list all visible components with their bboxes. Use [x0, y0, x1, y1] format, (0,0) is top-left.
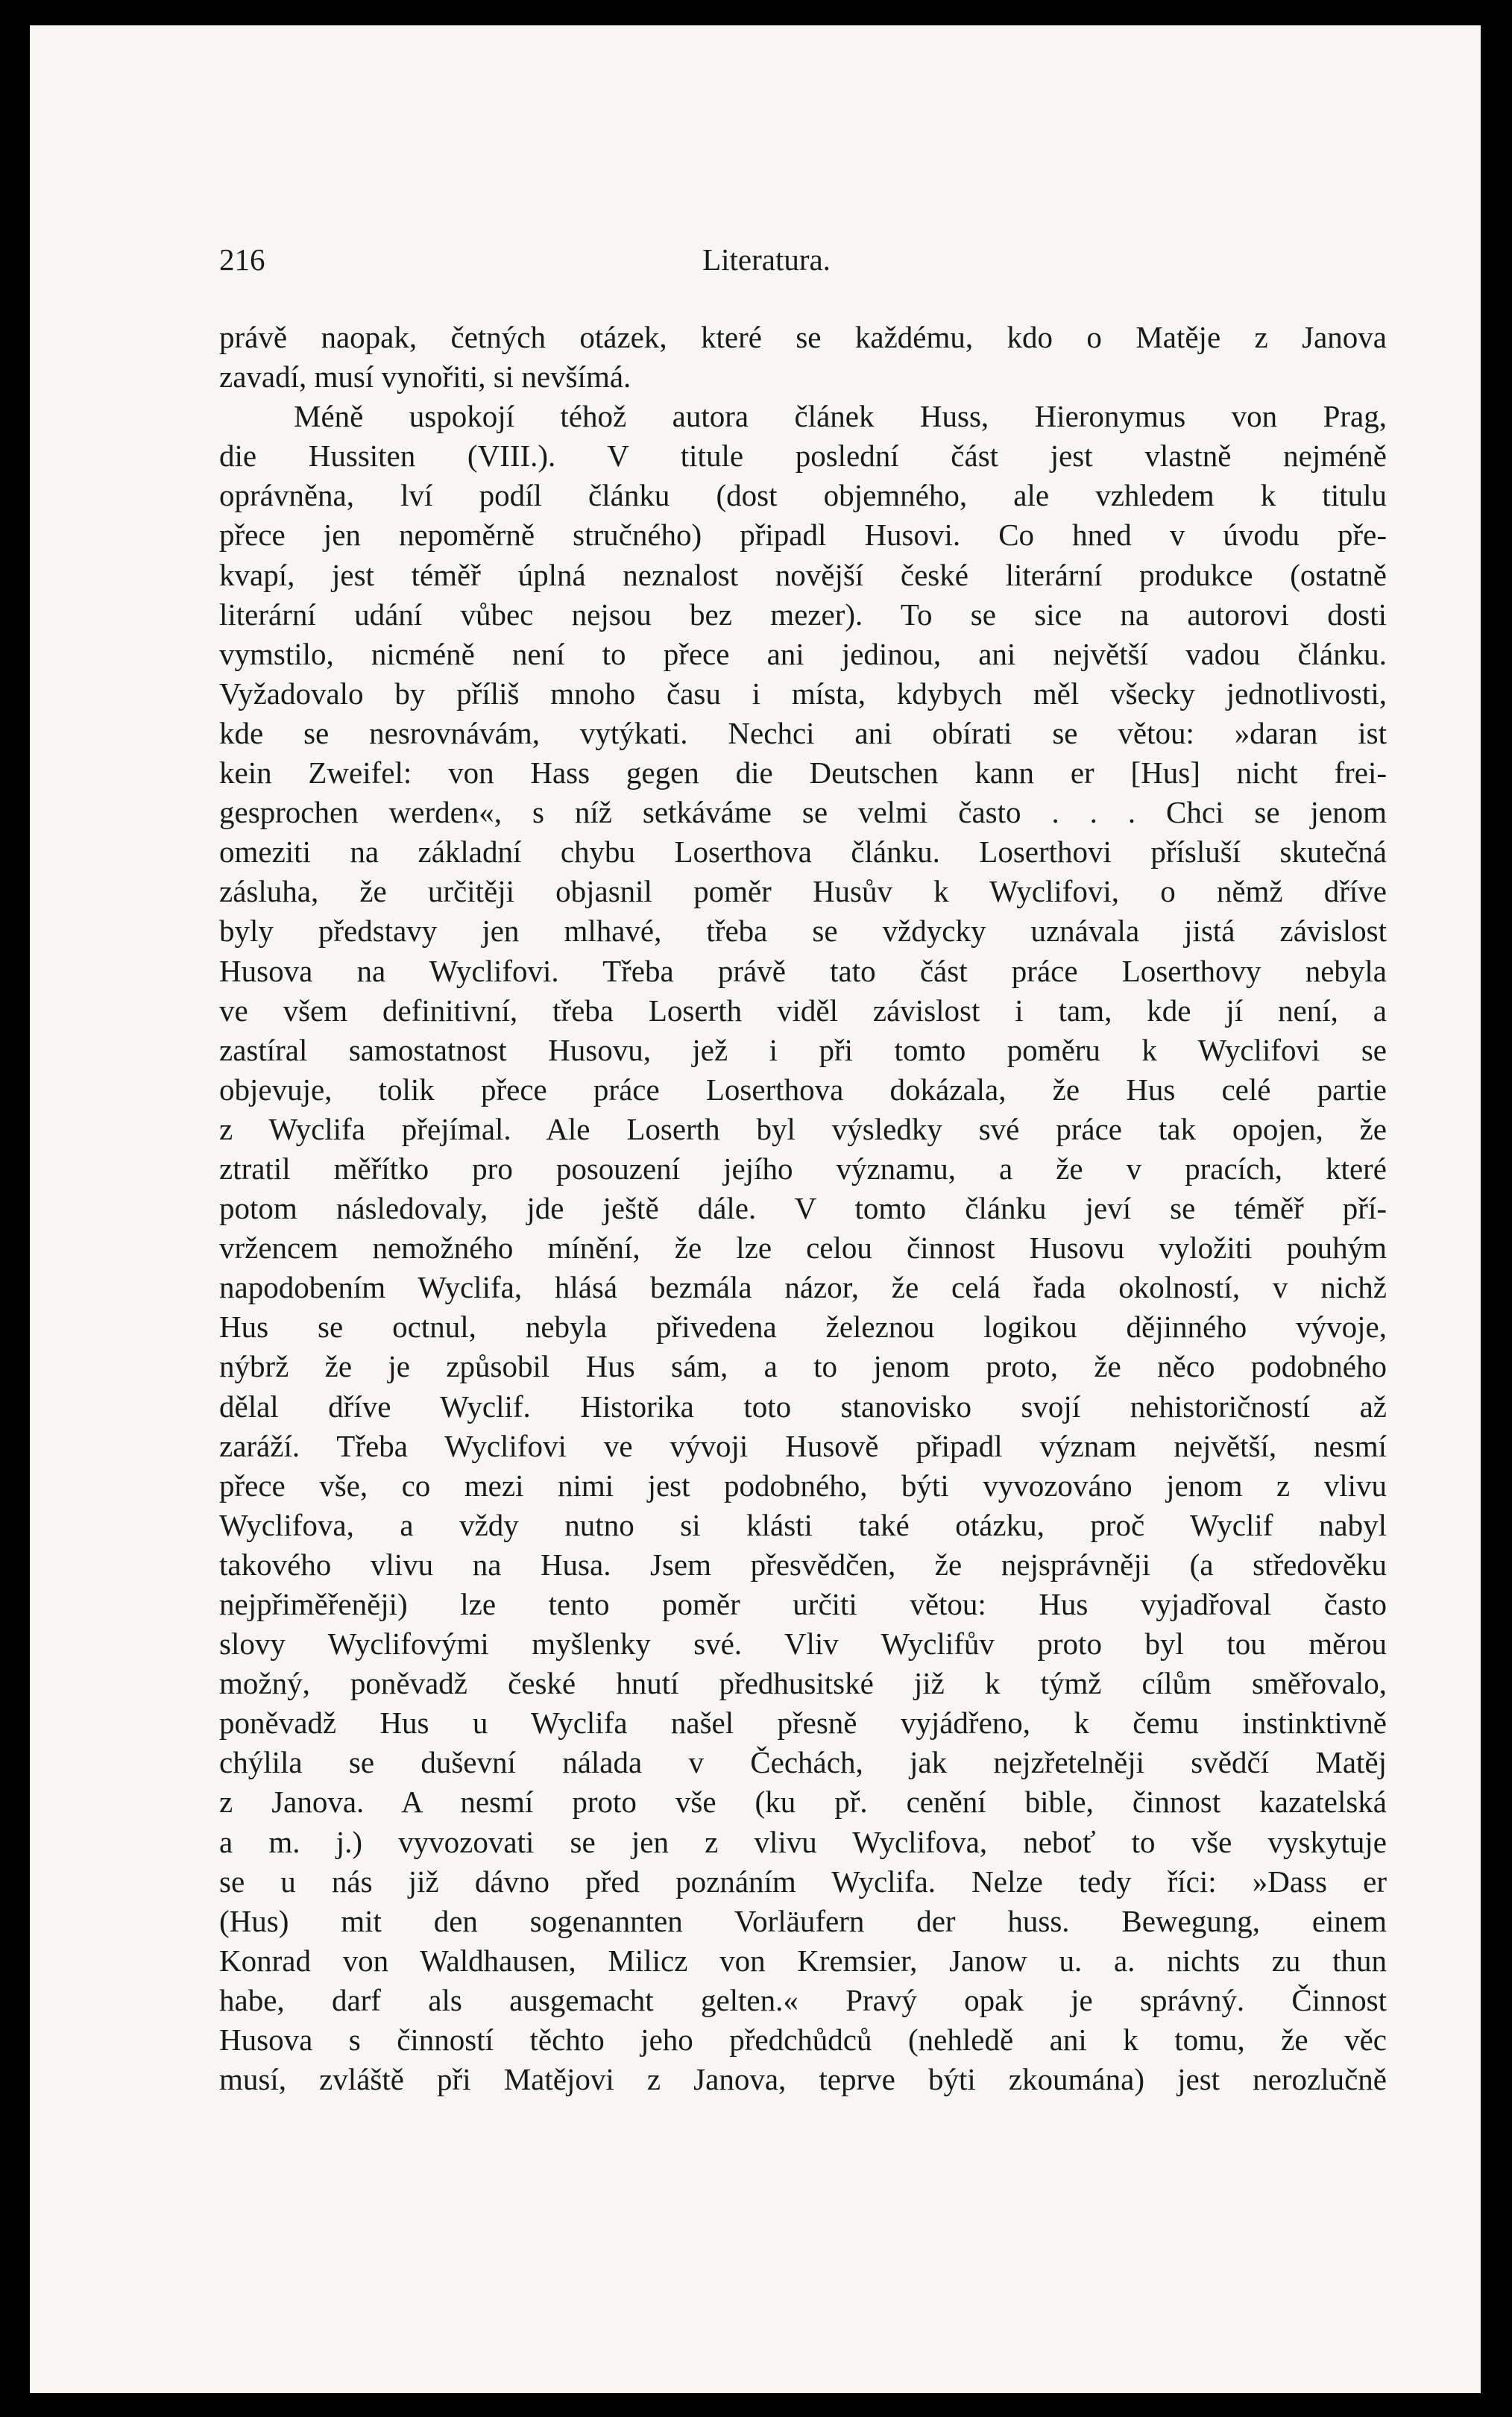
text-line: ztratil měřítko pro posouzení jejího významu, a že v pracích, které: [219, 1151, 1387, 1186]
text-line: dělal dříve Wyclif. Historika toto stanovisko svojí nehistoričností až: [219, 1389, 1387, 1424]
text-line: a m. j.) vyvozovati se jen z vlivu Wyclifova, neboť to vše vyskytuje: [219, 1824, 1387, 1859]
text-line: byly představy jen mlhavé, třeba se vždycky uznávala jistá závislost: [219, 914, 1387, 949]
body-text: [219, 318, 1387, 2099]
page-number: 216: [219, 242, 265, 277]
text-line: musí, zvláště při Matějovi z Janova, teprve býti zkoumána) jest nerozlučně: [219, 2062, 1387, 2097]
text-line: kde se nesrovnávám, vytýkati. Nechci ani obírati se větou: »daran ist: [219, 715, 1387, 750]
text-line: přece jen nepoměrně stručného) připadl Husovi. Co hned v úvodu pře-: [219, 518, 1387, 553]
text-line: kein Zweifel: von Hass gegen die Deutschen kann er [Hus] nicht frei-: [219, 755, 1387, 791]
book-page: [30, 25, 1481, 2393]
text-line: nejpřiměřeněji) lze tento poměr určiti větou: Hus vyjadřoval často: [219, 1587, 1387, 1621]
text-line: Husova s činností těchto jeho předchůdců (nehledě ani k tomu, že věc: [219, 2022, 1387, 2058]
text-line: gesprochen werden«, s níž setkáváme se velmi často . . . Chci se jenom: [219, 795, 1387, 830]
text-line: přece vše, co mezi nimi jest podobného, býti vyvozováno jenom z vlivu: [219, 1468, 1387, 1503]
text-line: oprávněna, lví podíl článku (dost objemného, ale vzhledem k titulu: [219, 478, 1387, 513]
text-line: možný, poněvadž české hnutí předhusitské již k týmž cílům směřovalo,: [219, 1666, 1387, 1701]
text-line: z Janova. A nesmí proto vše (ku př. cenění bible, činnost kazatelská: [219, 1785, 1387, 1820]
text-line: literární udání vůbec nejsou bez mezer). To se sice na autorovi dosti: [219, 597, 1387, 632]
text-line: se u nás již dávno před poznáním Wyclifa. Nelze tedy říci: »Dass er: [219, 1864, 1387, 1899]
text-line: zastíral samostatnost Husovu, jež i při tomto poměru k Wyclifovi se: [219, 1032, 1387, 1067]
text-line: kvapí, jest téměř úplná neznalost novější české literární produkce (ostatně: [219, 557, 1387, 592]
text-line: Méně uspokojí téhož autora článek Huss, Hieronymus von Prag,: [294, 399, 1387, 434]
text-line: chýlila se duševní nálada v Čechách, jak nejzřetelněji svědčí Matěj: [219, 1745, 1387, 1780]
text-line: slovy Wyclifovými myšlenky své. Vliv Wyclifův proto byl tou měrou: [219, 1626, 1387, 1662]
running-title: Literatura.: [702, 242, 831, 277]
text-line: (Hus) mit den sogenannten Vorläufern der huss. Bewegung, einem: [219, 1903, 1387, 1938]
text-line: právě naopak, četných otázek, které se každému, kdo o Matěje z Janova: [219, 320, 1387, 354]
text-line: zásluha, že určitěji objasnil poměr Husův k Wyclifovi, o němž dříve: [219, 874, 1387, 909]
text-line: Vyžadovalo by příliš mnoho času i místa, kdybych měl všecky jednotlivosti,: [219, 676, 1387, 711]
text-line: zavadí, musí vynořiti, si nevšímá.: [219, 359, 631, 395]
text-line: potom následovaly, jde ještě dále. V tomto článku jeví se téměř pří-: [219, 1191, 1387, 1226]
text-line: vymstilo, nicméně není to přece ani jedinou, ani největší vadou článku.: [219, 636, 1387, 671]
text-line: napodobením Wyclifa, hlásá bezmála názor, že celá řada okolností, v nichž: [219, 1270, 1387, 1305]
text-line: habe, darf als ausgemacht gelten.« Pravý opak je správný. Činnost: [219, 1982, 1387, 2017]
text-line: vržencem nemožného mínění, že lze celou činnost Husovu vyložiti pouhým: [219, 1230, 1387, 1266]
text-line: objevuje, tolik přece práce Loserthova dokázala, že Hus celé partie: [219, 1072, 1387, 1107]
text-line: Husova na Wyclifovi. Třeba právě tato část práce Loserthovy nebyla: [219, 953, 1387, 988]
text-line: Hus se octnul, nebyla přivedena železnou logikou dějinného vývoje,: [219, 1310, 1387, 1345]
text-line: zaráží. Třeba Wyclifovi ve vývoji Husově připadl význam největší, nesmí: [219, 1428, 1387, 1463]
text-line: takového vlivu na Husa. Jsem přesvědčen, že nejsprávněji (a středověku: [219, 1547, 1387, 1582]
text-line: die Hussiten (VIII.). V titule poslední část jest vlastně nejméně: [219, 439, 1387, 474]
text-line: z Wyclifa přejímal. Ale Loserth byl výsledky své práce tak opojen, že: [219, 1111, 1387, 1146]
text-line: ve všem definitivní, třeba Loserth viděl závislost i tam, kde jí není, a: [219, 993, 1387, 1028]
text-line: omeziti na základní chybu Loserthova článku. Loserthovi přísluší skutečná: [219, 835, 1387, 870]
text-line: nýbrž že je způsobil Hus sám, a to jenom proto, že něco podobného: [219, 1349, 1387, 1384]
text-line: Konrad von Waldhausen, Milicz von Kremsier, Janow u. a. nichts zu thun: [219, 1943, 1387, 1978]
text-line: Wyclifova, a vždy nutno si klásti také otázku, proč Wyclif nabyl: [219, 1507, 1387, 1542]
text-line: poněvadž Hus u Wyclifa našel přesně vyjádřeno, k čemu instinktivně: [219, 1706, 1387, 1741]
